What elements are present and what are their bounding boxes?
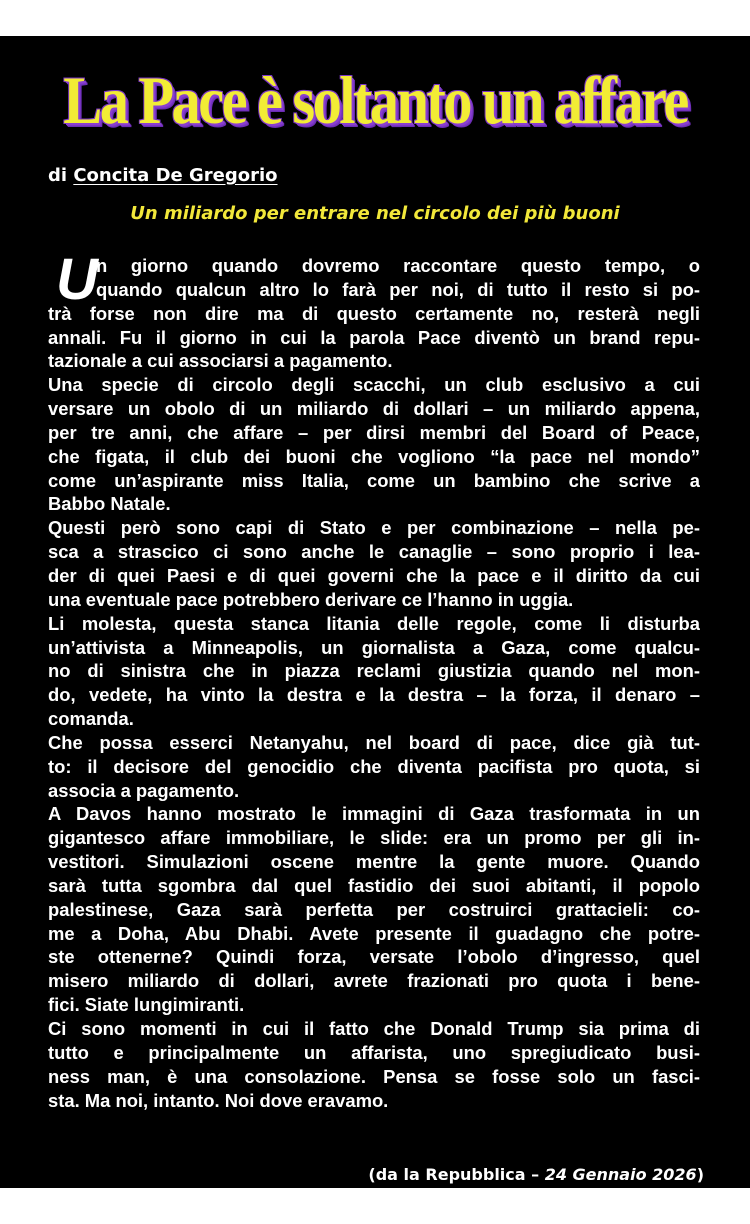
article-card — [0, 36, 750, 1188]
source-suffix: ) — [696, 1165, 704, 1184]
body-line: annali. Fu il giorno in cui la parola Pace diventò un brand repu- — [48, 326, 700, 348]
body-line: me a Doha, Abu Dhabi. Avete presente il guadagno che potre- — [48, 922, 700, 944]
bottom-margin — [0, 1188, 750, 1224]
body-line: gigantesco affare immobiliare, le slide: era un promo per gli in- — [48, 827, 700, 849]
body-line: misero miliardo di dollari, avrete frazionati pro quota i bene- — [48, 970, 700, 992]
body-line: una eventuale pace potrebbero derivare ce l’hanno in uggia. — [48, 588, 574, 610]
source-prefix: (da la Repubblica – — [368, 1165, 545, 1184]
byline-prefix: di — [48, 165, 74, 186]
body-line: vestitori. Simulazioni oscene mentre la gente muore. Quando — [48, 851, 700, 873]
body-line: quando qualcun altro lo farà per noi, di tutto il resto si po- — [96, 278, 700, 300]
body-line: do, vedete, ha vinto la destra e la destra – la forza, il denaro – — [48, 684, 700, 706]
body-line: per tre anni, che affare – per dirsi membri del Board of Peace, — [48, 421, 700, 443]
body-line: come un’aspirante miss Italia, come un bambino che scrive a — [48, 469, 700, 491]
body-line: tazionale a cui associarsi a pagamento. — [48, 350, 393, 372]
body-line: un’attivista a Minneapolis, un giornalista a Gaza, come qualcu- — [48, 636, 700, 658]
body-line: trà forse non dire ma di questo certamente no, resterà negli — [48, 302, 700, 324]
body-line: fici. Siate lungimiranti. — [48, 994, 245, 1016]
body-line: che figata, il club dei buoni che vogliono “la pace nel mondo” — [48, 445, 700, 467]
source-credit — [368, 1165, 704, 1184]
body-line: Babbo Natale. — [48, 493, 171, 515]
body-line: associa a pagamento. — [48, 779, 240, 801]
body-line: n giorno quando dovremo raccontare questo tempo, o — [96, 255, 700, 276]
body-line: no di sinistra che in piazza reclami giustizia quando nel mon- — [48, 660, 700, 682]
body-line: sta. Ma noi, intanto. Noi dove eravamo. — [48, 1089, 389, 1111]
body-line: A Davos hanno mostrato le immagini di Gaza trasformata in un — [48, 803, 700, 825]
article-body — [48, 247, 700, 1112]
body-line: sarà tutta sgombra dal quel fastidio dei suoi abitanti, il popolo — [48, 874, 700, 896]
body-line: palestinese, Gaza sarà perfetta per costruirci grattacieli: co- — [48, 898, 700, 920]
subtitle: Un miliardo per entrare nel circolo dei più buoni — [130, 203, 620, 224]
body-line: der di quei Paesi e di quei governi che la pace e il diritto da cui — [48, 564, 700, 586]
source-date: 24 Gennaio 2026 — [544, 1165, 697, 1184]
body-line: ness man, è una consolazione. Pensa se fosse solo un fasci- — [48, 1065, 700, 1087]
body-line: Ci sono momenti in cui il fatto che Donald Trump sia prima di — [48, 1018, 700, 1039]
body-line: ste ottenerne? Quindi forza, versate l’obolo d’ingresso, quel — [48, 946, 700, 968]
body-line: to: il decisore del genocidio che diventa pacifista pro quota, si — [48, 755, 700, 777]
byline — [48, 165, 278, 186]
body-line: Questi però sono capi di Stato e per combinazione – nella pe- — [48, 517, 700, 539]
headline: La Pace è soltanto un affare — [63, 62, 687, 138]
body-line: sca a strascico ci sono anche le canaglie – sono proprio i lea- — [48, 541, 700, 563]
author-name: Concita De Gregorio — [73, 165, 278, 186]
top-margin — [0, 0, 750, 36]
drop-cap: U — [56, 247, 98, 312]
body-line: Li molesta, questa stanca litania delle regole, come li disturba — [48, 612, 700, 634]
body-line: Una specie di circolo degli scacchi, un club esclusivo a cui — [48, 374, 700, 396]
body-line: comanda. — [48, 708, 134, 730]
body-line: tutto e principalmente un affarista, uno spregiudicato busi- — [48, 1041, 700, 1063]
body-line: versare un obolo di un miliardo di dollari – un miliardo appena, — [48, 398, 700, 420]
body-line: Che possa esserci Netanyahu, nel board di pace, dice già tut- — [48, 731, 700, 753]
